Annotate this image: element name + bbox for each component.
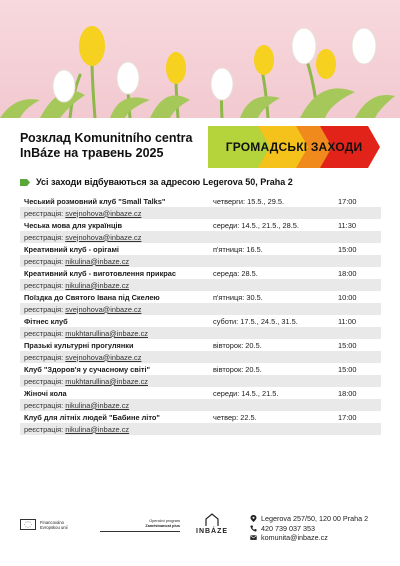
eu-funding-logo	[20, 519, 68, 530]
registration-email-link[interactable]: svejnohova@inbaze.cz	[65, 208, 142, 218]
contact-phone	[250, 524, 368, 534]
registration-email-link[interactable]: mukhtarullina@inbaze.cz	[65, 328, 148, 338]
registration-info	[20, 281, 381, 290]
registration-email-link[interactable]: mukhtarullina@inbaze.cz	[65, 376, 148, 386]
registration-info	[20, 401, 381, 410]
banner-label: ГРОМАДСЬКІ ЗАХОДИ	[225, 140, 363, 154]
registration-label: реєстрація:	[24, 304, 64, 314]
event-time: 15:00	[338, 340, 357, 350]
house-icon	[204, 513, 220, 527]
event-time: 15:00	[338, 364, 357, 374]
registration-label: реєстрація:	[24, 424, 64, 434]
contact-info	[250, 514, 368, 543]
event-dates: середа: 28.5.	[213, 268, 258, 278]
event-row	[20, 267, 381, 279]
registration-email-link[interactable]: nikulina@inbaze.cz	[65, 424, 130, 434]
mail-icon	[250, 534, 257, 541]
event-registration-row	[20, 231, 381, 243]
event-dates: суботи: 17.5., 24.5., 31.5.	[213, 316, 298, 326]
event-name: Празькі культурні прогулянки	[24, 340, 134, 350]
phone-icon	[250, 525, 257, 532]
header-photo	[0, 0, 400, 118]
event-time: 11:30	[338, 220, 356, 230]
page-title	[20, 131, 210, 161]
event-row	[20, 411, 381, 423]
contact-address	[250, 514, 368, 524]
event-registration-row	[20, 255, 381, 267]
event-row	[20, 339, 381, 351]
event-name: Креативний клуб - орігамі	[24, 244, 119, 254]
registration-label: реєстрація:	[24, 400, 64, 410]
event-dates: середи: 14.5., 21.5., 28.5.	[213, 220, 299, 230]
event-schedule	[20, 195, 381, 435]
tulips-illustration	[0, 0, 400, 118]
registration-info	[20, 425, 381, 434]
event-row	[20, 291, 381, 303]
registration-label: реєстрація:	[24, 280, 64, 290]
registration-info	[20, 377, 381, 386]
operational-program-logo	[100, 519, 180, 532]
event-name: Клуб "Здоров'я у сучасному світі"	[24, 364, 151, 374]
event-time: 17:00	[338, 412, 357, 422]
registration-email-link[interactable]: svejnohova@inbaze.cz	[65, 352, 142, 362]
event-name: Поїздка до Святого Івана під Скелею	[24, 292, 160, 302]
event-time: 10:00	[338, 292, 357, 302]
event-row	[20, 219, 381, 231]
event-registration-row	[20, 399, 381, 411]
registration-label: реєстрація:	[24, 328, 64, 338]
op-line-2: Zaměstnanost plus	[145, 524, 180, 528]
registration-email-link[interactable]: nikulina@inbaze.cz	[65, 256, 130, 266]
registration-info	[20, 257, 381, 266]
event-name: Креативний клуб - виготовлення прикрас	[24, 268, 177, 278]
event-registration-row	[20, 279, 381, 291]
event-name: Фітнес клуб	[24, 316, 68, 326]
registration-label: реєстрація:	[24, 208, 64, 218]
contact-phone-text: 420 739 037 353	[261, 523, 315, 533]
registration-email-link[interactable]: svejnohova@inbaze.cz	[65, 304, 142, 314]
event-name: Чеський розмовний клуб "Small Talks"	[24, 196, 166, 206]
event-row	[20, 243, 381, 255]
event-row	[20, 195, 381, 207]
event-time: 17:00	[338, 196, 357, 206]
event-registration-row	[20, 375, 381, 387]
event-name: Клуб для літніх людей "Бабине літо"	[24, 412, 160, 422]
event-dates: четвер: 22.5.	[213, 412, 257, 422]
event-time: 15:00	[338, 244, 357, 254]
registration-info	[20, 353, 381, 362]
event-name: Жіночі кола	[24, 388, 67, 398]
event-registration-row	[20, 351, 381, 363]
event-dates: п'ятниця: 16.5.	[213, 244, 263, 254]
event-time: 18:00	[338, 388, 357, 398]
event-row	[20, 387, 381, 399]
event-time: 11:00	[338, 316, 356, 326]
eu-funding-text	[40, 520, 68, 530]
registration-label: реєстрація:	[24, 232, 64, 242]
title-line-1: Розклад Komunitního centra	[20, 131, 193, 145]
event-row	[20, 315, 381, 327]
registration-email-link[interactable]: nikulina@inbaze.cz	[65, 400, 130, 410]
registration-info	[20, 305, 381, 314]
event-dates: четверги: 15.5., 29.5.	[213, 196, 285, 206]
registration-info	[20, 233, 381, 242]
event-row	[20, 363, 381, 375]
eu-line-2: Evropskou unií	[40, 524, 68, 530]
registration-email-link[interactable]: nikulina@inbaze.cz	[65, 280, 130, 290]
event-registration-row	[20, 207, 381, 219]
eu-line-1: Financováno	[40, 519, 64, 525]
tag-icon	[20, 179, 30, 186]
event-dates: п'ятниця: 30.5.	[213, 292, 263, 302]
contact-email	[250, 533, 368, 543]
title-line-2: InBáze на травень 2025	[20, 146, 164, 160]
op-line-1: Operační program	[149, 519, 180, 523]
event-registration-row	[20, 327, 381, 339]
address-note	[20, 177, 293, 187]
inbaze-logo	[196, 513, 228, 535]
event-name: Чеська мова для українців	[24, 220, 123, 230]
address-note-text: Усі заходи відбуваються за адресою Legerova 50, Praha 2	[36, 177, 293, 187]
registration-label: реєстрація:	[24, 256, 64, 266]
event-dates: середи: 14.5., 21.5.	[213, 388, 279, 398]
contact-address-text: Legerova 257/50, 120 00 Praha 2	[261, 514, 369, 523]
contact-email-text[interactable]: komunita@inbaze.cz	[261, 533, 328, 542]
registration-email-link[interactable]: svejnohova@inbaze.cz	[65, 232, 142, 242]
logo-text: INBÁZE	[196, 528, 229, 535]
registration-info	[20, 329, 381, 338]
eu-flag-icon	[20, 519, 36, 530]
event-time: 18:00	[338, 268, 357, 278]
registration-label: реєстрація:	[24, 376, 64, 386]
location-pin-icon	[250, 515, 257, 522]
event-dates: вівторок: 20.5.	[213, 364, 262, 374]
event-dates: вівторок: 20.5.	[213, 340, 262, 350]
event-registration-row	[20, 303, 381, 315]
registration-info	[20, 209, 381, 218]
registration-label: реєстрація:	[24, 352, 64, 362]
event-registration-row	[20, 423, 381, 435]
